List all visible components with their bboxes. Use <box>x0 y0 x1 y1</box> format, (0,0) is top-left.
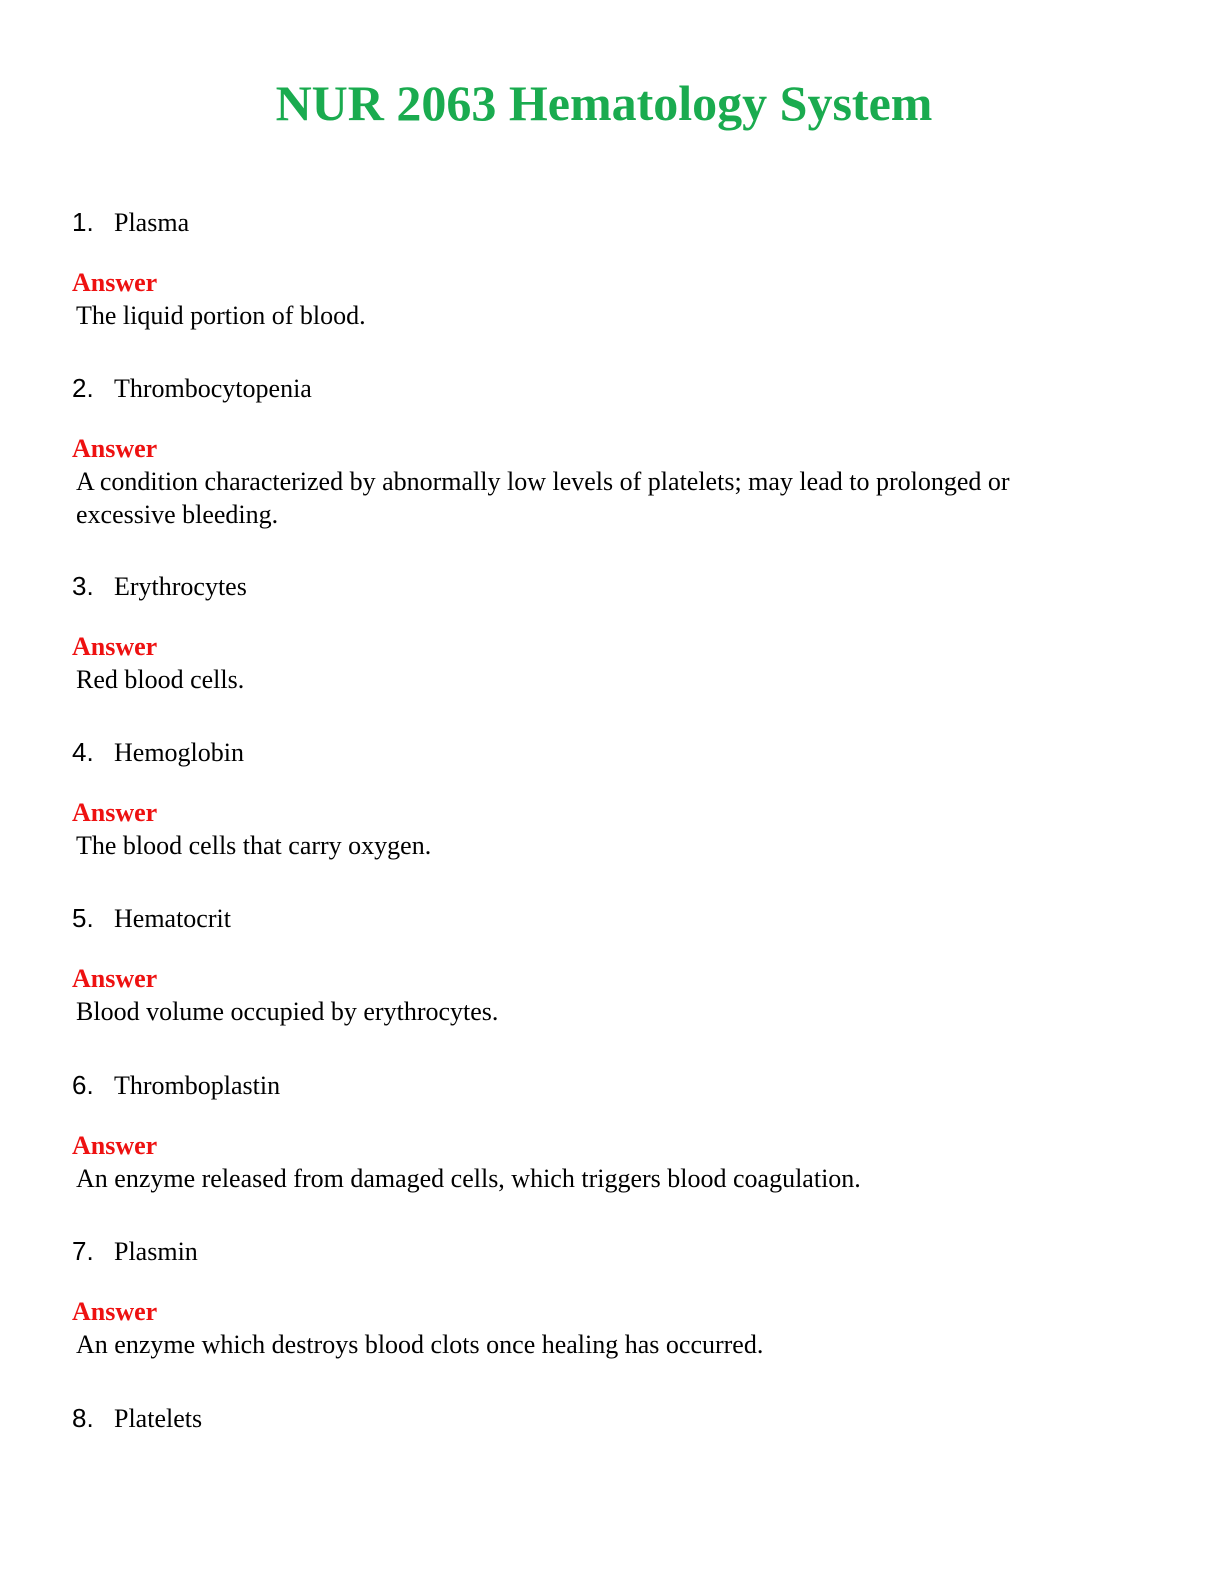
question-term: Thrombocytopenia <box>114 374 312 403</box>
qa-item-8 <box>72 1401 1082 1435</box>
answer-label: Answer <box>72 434 158 463</box>
answer-text: The blood cells that carry oxygen. <box>76 831 432 860</box>
question-number: 7. <box>72 1236 94 1266</box>
question <box>72 205 1082 239</box>
answer-label: Answer <box>72 1131 158 1160</box>
question-term: Erythrocytes <box>114 572 247 601</box>
answer-label: Answer <box>72 798 158 827</box>
question-term: Hemoglobin <box>114 738 244 767</box>
qa-item-2 <box>72 371 1082 531</box>
answer-text: Blood volume occupied by erythrocytes. <box>76 997 499 1026</box>
question-number: 5. <box>72 903 94 933</box>
question <box>72 371 1082 405</box>
qa-item-6 <box>72 1068 1082 1195</box>
question <box>72 1401 1082 1435</box>
qa-item-3 <box>72 569 1082 696</box>
answer-text: An enzyme released from damaged cells, which triggers blood coagulation. <box>76 1164 861 1193</box>
answer-text: An enzyme which destroys blood clots once healing has occurred. <box>76 1330 764 1359</box>
question-term: Plasma <box>114 208 190 237</box>
answer-label: Answer <box>72 632 158 661</box>
question-number: 6. <box>72 1070 94 1100</box>
question-term: Plasmin <box>114 1237 198 1266</box>
question-term: Platelets <box>114 1404 203 1433</box>
answer-text: Red blood cells. <box>76 665 245 694</box>
answer-label: Answer <box>72 1297 158 1326</box>
question <box>72 1068 1082 1102</box>
answer-text: A condition characterized by abnormally low levels of platelets; may lead to prolonged or excessive bleeding. <box>76 467 1010 529</box>
question-term: Hematocrit <box>114 904 231 933</box>
question <box>72 735 1082 769</box>
qa-item-7 <box>72 1234 1082 1361</box>
answer-text: The liquid portion of blood. <box>76 301 366 330</box>
page-title: NUR 2063 Hematology System <box>275 75 933 131</box>
question <box>72 569 1082 603</box>
question-number: 3. <box>72 571 94 601</box>
qa-item-5 <box>72 901 1082 1028</box>
question-number: 8. <box>72 1403 94 1433</box>
question-number: 1. <box>72 207 94 237</box>
question-number: 2. <box>72 373 94 403</box>
question-number: 4. <box>72 737 94 767</box>
answer-label: Answer <box>72 964 158 993</box>
question-term: Thromboplastin <box>114 1071 281 1100</box>
qa-item-4 <box>72 735 1082 862</box>
qa-item-1 <box>72 205 1082 332</box>
question <box>72 901 1082 935</box>
answer-label: Answer <box>72 268 158 297</box>
question <box>72 1234 1082 1268</box>
